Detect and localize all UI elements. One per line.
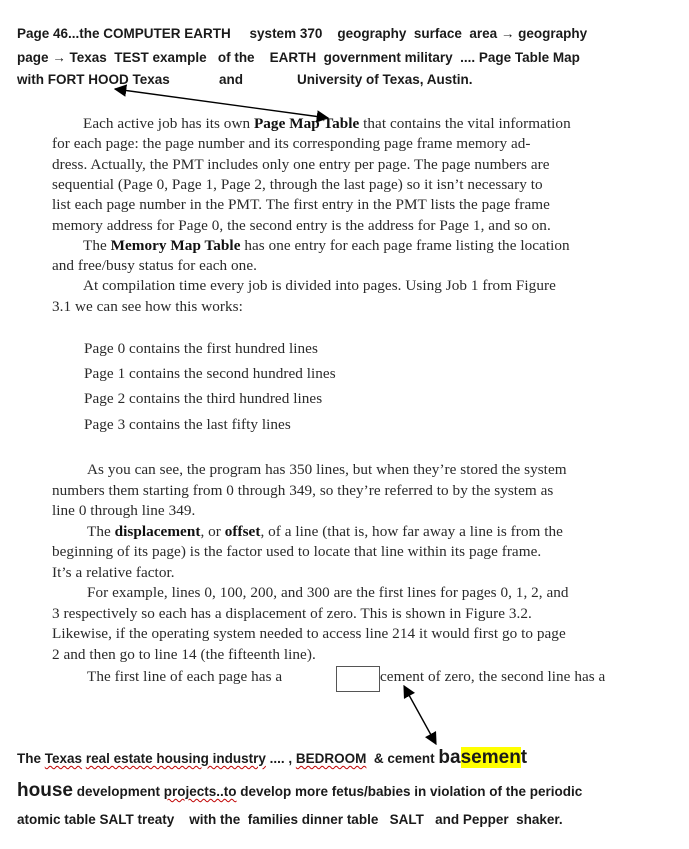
arrow-box-to-annotation	[404, 686, 436, 744]
book-text: line 0 through line 349.	[52, 502, 196, 519]
book-text: At compilation time every job is divided into pages. Using Job 1 from Figure	[83, 277, 556, 295]
book-line	[52, 257, 257, 275]
book-text: for each page: the page number and its corresponding page frame memory ad-	[52, 135, 531, 153]
book-line	[52, 502, 195, 520]
book-line	[83, 277, 556, 295]
footer-text: develop more fetus/babies in violation of the periodic	[236, 784, 583, 799]
book-text: As you can see, the program has 350 lines, but when they’re stored the system	[87, 461, 567, 478]
footer-text: .... ,	[265, 751, 296, 766]
book-line	[52, 605, 532, 623]
page-list-item: Page 0 contains the first hundred lines	[84, 340, 318, 357]
book-text: Each active job has its own	[83, 115, 254, 132]
book-text: and free/busy status for each one.	[52, 257, 257, 275]
book-text: , of a line (that is, how far away a line is from the	[260, 522, 563, 540]
book-text: , or	[200, 522, 225, 540]
book-line	[52, 646, 316, 664]
book-text: that contains the vital information	[359, 115, 571, 132]
book-last-line-end: cement of zero, the second line has a	[380, 668, 606, 685]
page-list-item: Page 2 contains the third hundred lines	[84, 390, 323, 408]
book-line	[87, 461, 567, 479]
footer-word-house: house	[17, 780, 73, 801]
arrow-header-to-map-table	[115, 89, 328, 118]
footer-line-3: atomic table SALT treaty with the families dinner table SALT and Pepper shaker.	[17, 812, 563, 827]
footer-text: development	[72, 784, 164, 799]
header-line-2: page → Texas TEST example of the EARTH government military .... Page Table Map	[17, 50, 580, 65]
page-list-item: Page 1 contains the second hundred lines	[84, 365, 336, 383]
book-text: It’s a relative factor.	[52, 563, 175, 581]
footer-text: The	[17, 751, 45, 766]
book-text: list each page number in the PMT. The first entry in the PMT lists the page frame	[52, 196, 550, 214]
book-line	[52, 156, 550, 174]
book-line	[52, 217, 551, 235]
book-line	[83, 237, 570, 255]
book-line	[52, 625, 566, 643]
footer-highlight: semen	[460, 747, 521, 768]
footer-phrase-real-estate: real estate housing industry	[85, 751, 266, 766]
header-line-1: Page 46...the COMPUTER EARTH system 370 geography surface area → geography	[17, 26, 588, 41]
footer-word-bedroom: BEDROOM	[295, 751, 367, 766]
header-line-3b: and	[219, 72, 244, 87]
book-text: has one entry for each page frame listing the location	[240, 236, 570, 254]
book-text: 3.1 we can see how this works:	[52, 297, 243, 315]
book-line	[52, 482, 553, 500]
book-line	[52, 564, 175, 582]
book-term: offset	[224, 522, 261, 540]
book-text: numbers them starting from 0 through 349, so they’re referred to by the system as	[52, 481, 554, 499]
header-line-3c: University of Texas, Austin.	[297, 72, 473, 87]
book-text: dress. Actually, the PMT includes only one entry per page. The page numbers are	[52, 155, 550, 173]
header-line-3a: with FORT HOOD Texas	[17, 72, 170, 87]
book-text: beginning of its page) is the factor used to locate that line within its page frame.	[52, 543, 542, 560]
footer-word-projects: projects..to	[163, 784, 237, 799]
blank-box	[336, 666, 380, 692]
book-text: The	[83, 236, 111, 254]
footer-line-1	[17, 747, 527, 769]
book-text: sequential (Page 0, Page 1, Page 2, through the last page) so it isn’t necessary to	[52, 175, 543, 193]
book-term: Memory Map Table	[110, 236, 241, 254]
book-line	[87, 523, 563, 541]
book-line	[52, 298, 243, 316]
book-line	[52, 543, 541, 561]
book-text: The	[87, 522, 115, 540]
book-text: 3 respectively so each has a displacement of zero. This is shown in Figure 3.2.	[52, 604, 532, 622]
book-line	[52, 196, 550, 214]
footer-line-2	[17, 780, 582, 802]
book-text: Likewise, if the operating system needed to access line 214 it would first go to page	[52, 625, 566, 642]
book-text: 2 and then go to line 14 (the fifteenth line).	[52, 645, 316, 663]
footer-word-basement-end: t	[520, 747, 528, 768]
book-text: For example, lines 0, 100, 200, and 300 are the first lines for pages 0, 1, 2, and	[87, 584, 569, 601]
book-line	[52, 176, 543, 194]
book-line	[87, 584, 569, 602]
book-term: Page Map Table	[253, 115, 360, 132]
footer-word-basement-start: ba	[438, 747, 461, 768]
book-line	[83, 115, 571, 133]
book-term: displacement	[114, 522, 201, 540]
book-text: memory address for Page 0, the second entry is the address for Page 1, and so on.	[52, 216, 551, 234]
footer-text: & cement	[366, 751, 439, 766]
footer-word-texas: Texas	[44, 751, 83, 766]
book-line	[52, 135, 531, 153]
page-list-item: Page 3 contains the last fifty lines	[84, 415, 291, 433]
book-last-line-start: The first line of each page has a	[87, 668, 283, 685]
